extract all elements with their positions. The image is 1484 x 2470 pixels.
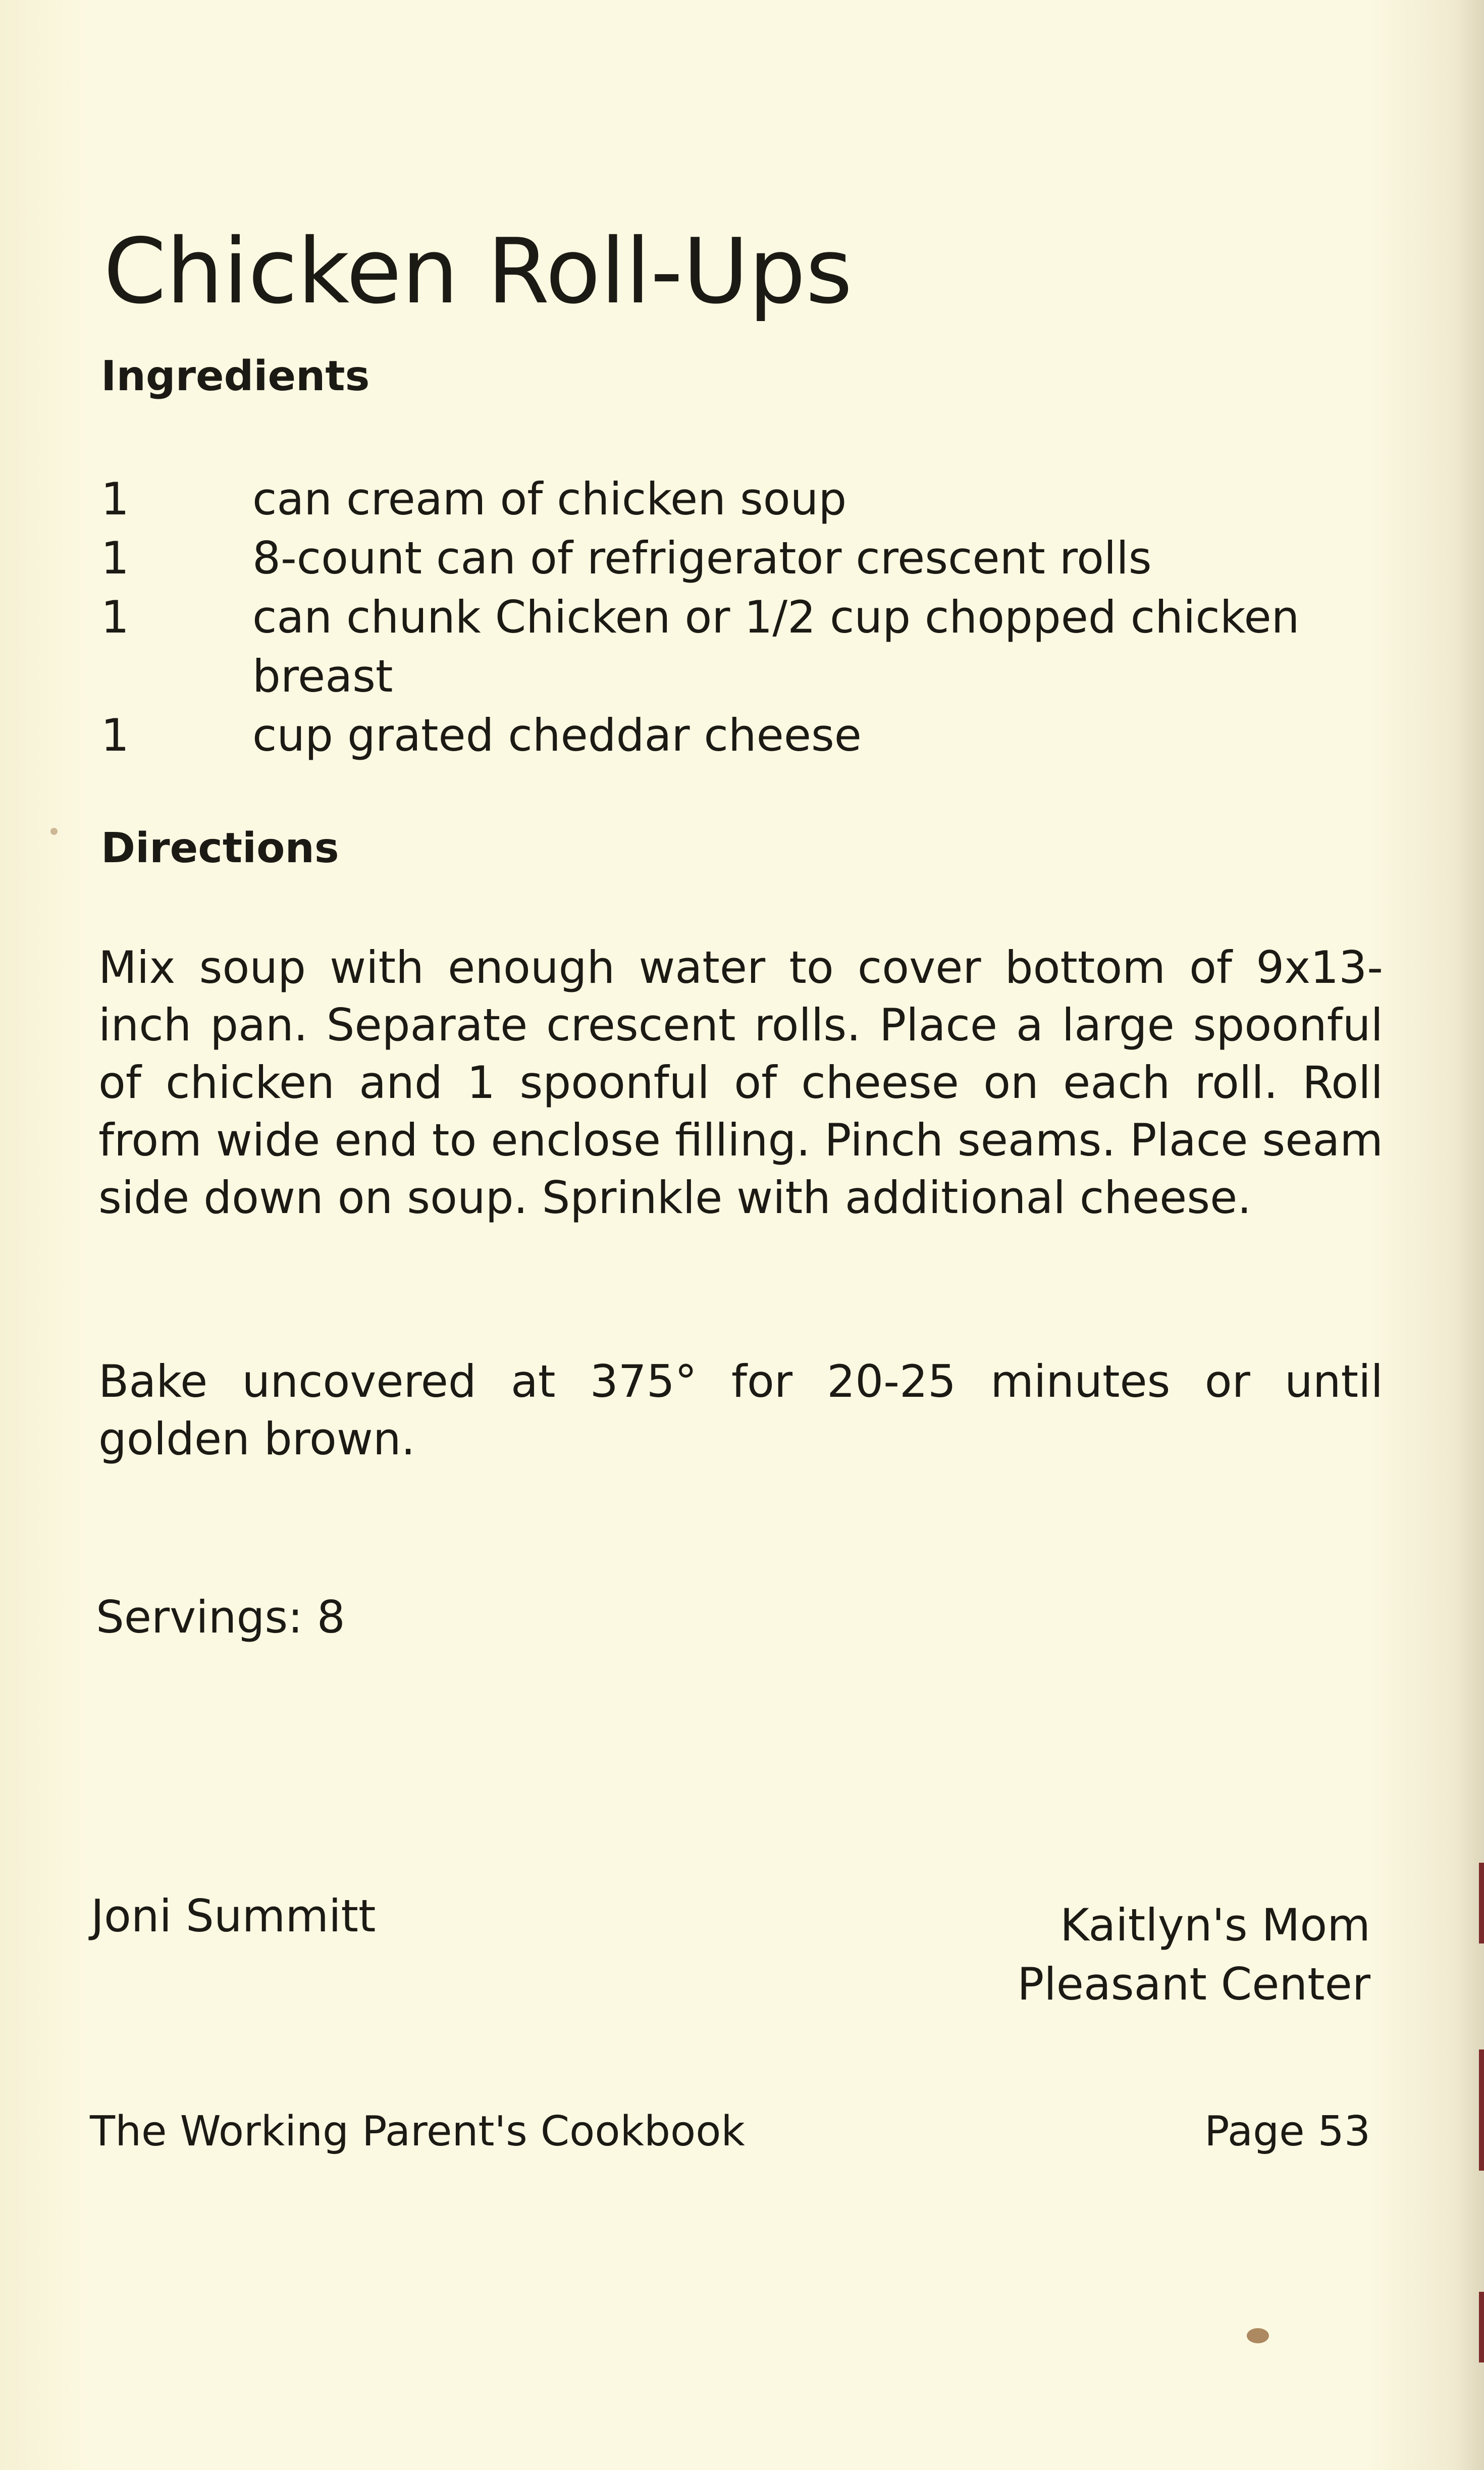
ingredient-text: 8-count can of refrigerator crescent rolls xyxy=(252,532,1152,584)
directions-paragraph: Mix soup with enough water to cover bottom of 9x13-inch pan. Separate crescent rolls. Place a large spoonful of chicken and 1 spoonful of cheese on each roll. Roll from wide end to enclose filling. Pinch seams. Place seam side down on soup. Sprinkle with additional cheese. xyxy=(98,941,1383,1224)
ingredient-item xyxy=(101,588,1393,706)
contributor-name: Joni Summitt xyxy=(91,1890,376,1942)
ingredient-text: can cream of chicken soup xyxy=(252,473,847,525)
ingredient-quantity: 1 xyxy=(101,473,129,525)
ingredient-quantity: 1 xyxy=(101,709,129,761)
contributor-relation: Kaitlyn's Mom xyxy=(1060,1899,1370,1951)
paper-stain xyxy=(1247,2328,1269,2343)
ingredient-quantity: 1 xyxy=(101,591,129,643)
ingredient-item xyxy=(101,529,1393,588)
page-edge-mark xyxy=(1479,2049,1484,2171)
page-number: Page 53 xyxy=(1204,2108,1370,2156)
directions-paragraph: Bake uncovered at 375° for 20-25 minutes or until golden brown. xyxy=(98,1355,1383,1465)
contributor-details xyxy=(1017,1896,1370,2014)
ingredient-text: cup grated cheddar cheese xyxy=(252,709,862,761)
book-title: The Working Parent's Cookbook xyxy=(90,2108,745,2156)
servings-label: Servings: 8 xyxy=(96,1591,345,1643)
ingredient-text: can chunk Chicken or 1/2 cup chopped chicken breast xyxy=(252,591,1300,702)
ingredients-heading: Ingredients xyxy=(101,352,370,400)
ingredient-quantity: 1 xyxy=(101,532,129,584)
page-edge-mark xyxy=(1479,1863,1484,1943)
ingredient-item xyxy=(101,469,1393,529)
ingredient-item xyxy=(101,706,1393,765)
page-edge-mark xyxy=(1479,2292,1484,2362)
paper-stain xyxy=(50,828,58,835)
ingredients-list xyxy=(101,469,1393,765)
recipe-title: Chicken Roll-Ups xyxy=(103,219,853,324)
directions-heading: Directions xyxy=(101,824,339,872)
contributor-location: Pleasant Center xyxy=(1017,1958,1370,2010)
